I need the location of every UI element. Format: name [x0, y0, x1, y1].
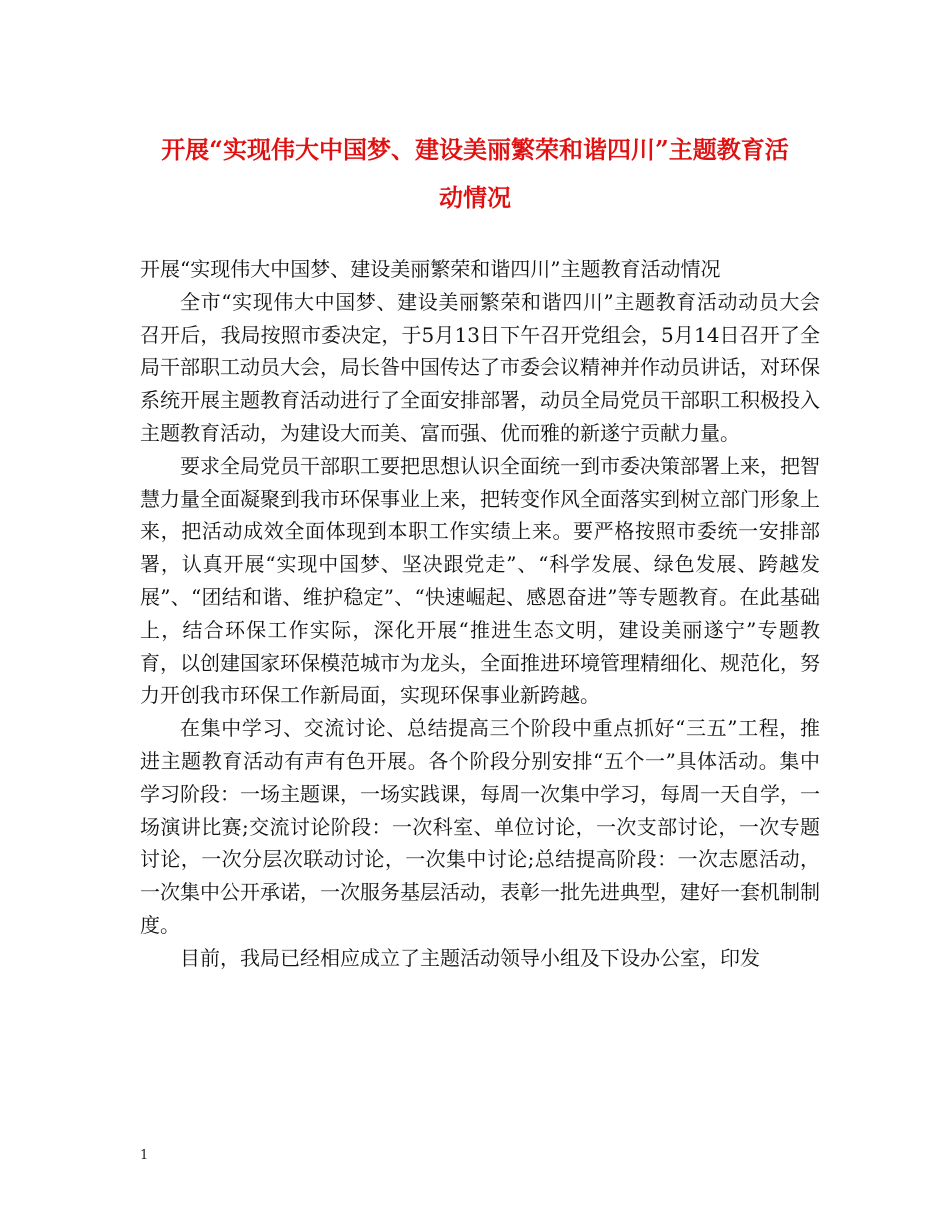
paragraph-4: 目前，我局已经相应成立了主题活动领导小组及下设办公室，印发 — [180, 945, 760, 970]
paragraph-1: 全市“实现伟大中国梦、建设美丽繁荣和谐四川”主题教育活动动员大会召开后，我局按照市委决定，于5月13日下午召开党组会，5月14日召开了全局干部职工动员大会，局长昝中国传达了市委会议精神并作动员讲话，对环保系统开展主题教育活动进行了全面安排部署，动员全局党员干部职工积极投入主题教育活动，为建设大而美、富而强、优而雅的新遂宁贡献力量。 — [140, 289, 820, 445]
document-subtitle: 开展“实现伟大中国梦、建设美丽繁荣和谐四川”主题教育活动情况 — [140, 257, 721, 281]
document-title-line-2: 动情况 — [439, 183, 511, 212]
paragraph-3: 在集中学习、交流讨论、总结提高三个阶段中重点抓好“三五”工程，推进主题教育活动有声有色开展。各个阶段分别安排“五个一”具体活动。集中学习阶段：一场主题课，一场实践课，每周一次集中学习，每周一天自学，一场演讲比赛;交流讨论阶段：一次科室、单位讨论，一次支部讨论，一次专题讨论，一次分层次联动讨论，一次集中讨论;总结提高阶段：一次志愿活动，一次集中公开承诺，一次服务基层活动，表彰一批先进典型，建好一套机制制度。 — [140, 716, 820, 937]
document-body — [140, 253, 820, 975]
page-number: 1 — [140, 1148, 149, 1163]
document-title-line-1: 开展“实现伟大中国梦、建设美丽繁荣和谐四川”主题教育活 — [161, 135, 789, 164]
paragraph-2: 要求全局党员干部职工要把思想认识全面统一到市委决策部署上来，把智慧力量全面凝聚到我市环保事业上来，把转变作风全面落实到树立部门形象上来，把活动成效全面体现到本职工作实绩上来。要严格按照市委统一安排部署，认真开展“实现中国梦、坚决跟党走”、“科学发展、绿色发展、跨越发展”、“团结和谐、维护稳定”、“快速崛起、感恩奋进”等专题教育。在此基础上，结合环保工作实际，深化开展“推进生态文明，建设美丽遂宁”专题教育，以创建国家环保模范城市为龙头，全面推进环境管理精细化、规范化，努力开创我市环保工作新局面，实现环保事业新跨越。 — [140, 453, 820, 708]
